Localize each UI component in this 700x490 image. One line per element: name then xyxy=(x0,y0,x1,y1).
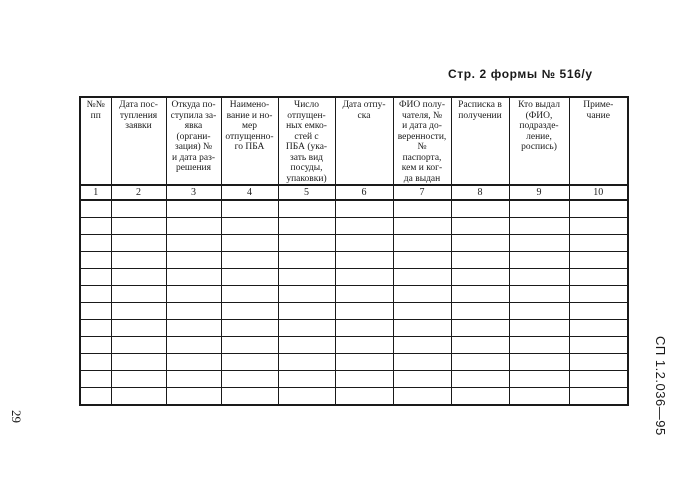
table-cell xyxy=(509,388,569,406)
column-number: 7 xyxy=(393,185,451,200)
table-cell xyxy=(111,354,166,371)
table-cell xyxy=(509,200,569,218)
table-cell xyxy=(221,303,278,320)
table-cell xyxy=(509,252,569,269)
table-cell xyxy=(509,371,569,388)
table-cell xyxy=(335,388,393,406)
table-cell xyxy=(393,286,451,303)
table-cell xyxy=(451,235,509,252)
table-cell xyxy=(569,303,628,320)
table-cell xyxy=(166,388,221,406)
table-cell xyxy=(278,320,335,337)
table-cell xyxy=(569,218,628,235)
column-number-row xyxy=(80,185,628,200)
table-cell xyxy=(278,235,335,252)
column-header: Приме- чание xyxy=(569,97,628,185)
table-row xyxy=(80,371,628,388)
table-cell xyxy=(166,337,221,354)
column-header: Кто выдал (ФИО, подразде- ление, роспись) xyxy=(509,97,569,185)
table-row xyxy=(80,286,628,303)
column-number: 9 xyxy=(509,185,569,200)
table-cell xyxy=(569,354,628,371)
table-cell xyxy=(393,218,451,235)
table-cell xyxy=(451,354,509,371)
table-cell xyxy=(111,286,166,303)
table-cell xyxy=(221,286,278,303)
table-cell xyxy=(335,371,393,388)
table-cell xyxy=(221,371,278,388)
table-cell xyxy=(111,218,166,235)
table-cell xyxy=(451,388,509,406)
header-row xyxy=(80,97,628,185)
table-cell xyxy=(451,337,509,354)
column-header: Расписка в получении xyxy=(451,97,509,185)
table-cell xyxy=(278,303,335,320)
table-cell xyxy=(393,252,451,269)
table-cell xyxy=(111,200,166,218)
column-header: Дата пос- тупления заявки xyxy=(111,97,166,185)
column-number: 5 xyxy=(278,185,335,200)
table-cell xyxy=(80,354,111,371)
table-cell xyxy=(451,269,509,286)
table-row xyxy=(80,235,628,252)
table-cell xyxy=(393,200,451,218)
table-cell xyxy=(221,269,278,286)
table-cell xyxy=(451,371,509,388)
table-cell xyxy=(278,371,335,388)
table-cell xyxy=(80,200,111,218)
column-number: 8 xyxy=(451,185,509,200)
table-cell xyxy=(451,200,509,218)
table-cell xyxy=(335,269,393,286)
page-number: 29 xyxy=(9,410,24,423)
table-cell xyxy=(166,320,221,337)
table-cell xyxy=(451,218,509,235)
table-row xyxy=(80,269,628,286)
column-header: №№ пп xyxy=(80,97,111,185)
table-cell xyxy=(111,252,166,269)
table-cell xyxy=(393,388,451,406)
table-cell xyxy=(221,218,278,235)
table-cell xyxy=(111,303,166,320)
form-page-label: Стр. 2 формы № 516/у xyxy=(448,67,593,81)
column-header: Число отпущен- ных емко- стей с ПБА (ука- зать вид посуды, упаковки) xyxy=(278,97,335,185)
table-cell xyxy=(80,235,111,252)
table-cell xyxy=(569,388,628,406)
table-cell xyxy=(335,320,393,337)
table-row xyxy=(80,388,628,406)
column-number: 4 xyxy=(221,185,278,200)
table-cell xyxy=(509,218,569,235)
table-cell xyxy=(111,269,166,286)
table-cell xyxy=(569,320,628,337)
table-cell xyxy=(80,286,111,303)
table-cell xyxy=(509,286,569,303)
table-cell xyxy=(166,200,221,218)
table-cell xyxy=(335,252,393,269)
table-cell xyxy=(569,371,628,388)
table-cell xyxy=(335,218,393,235)
table-cell xyxy=(166,235,221,252)
table-cell xyxy=(278,269,335,286)
table-cell xyxy=(509,337,569,354)
table-cell xyxy=(335,337,393,354)
column-number: 3 xyxy=(166,185,221,200)
table-cell xyxy=(80,320,111,337)
table-cell xyxy=(111,371,166,388)
table-cell xyxy=(111,337,166,354)
column-header: Наимено- вание и но- мер отпущенно- го ПБА xyxy=(221,97,278,185)
table-cell xyxy=(221,252,278,269)
table-cell xyxy=(80,337,111,354)
table-row xyxy=(80,320,628,337)
table-cell xyxy=(80,303,111,320)
table-cell xyxy=(221,388,278,406)
table-body xyxy=(80,185,628,405)
column-number: 6 xyxy=(335,185,393,200)
table-cell xyxy=(166,303,221,320)
table-cell xyxy=(111,320,166,337)
table-cell xyxy=(278,218,335,235)
table-cell xyxy=(393,371,451,388)
table-cell xyxy=(509,320,569,337)
table-cell xyxy=(509,354,569,371)
document-code: СП 1.2.036—95 xyxy=(653,336,668,436)
table-cell xyxy=(335,286,393,303)
table-cell xyxy=(166,269,221,286)
table-cell xyxy=(278,388,335,406)
table-cell xyxy=(393,269,451,286)
table-cell xyxy=(335,200,393,218)
table-cell xyxy=(569,286,628,303)
table-cell xyxy=(166,371,221,388)
register-table xyxy=(79,96,629,406)
table-cell xyxy=(569,337,628,354)
table-cell xyxy=(509,235,569,252)
table-cell xyxy=(509,269,569,286)
table-cell xyxy=(393,320,451,337)
table-cell xyxy=(80,252,111,269)
table-row xyxy=(80,252,628,269)
table-cell xyxy=(393,303,451,320)
table-cell xyxy=(569,235,628,252)
table-cell xyxy=(278,200,335,218)
table-cell xyxy=(335,354,393,371)
table-cell xyxy=(335,235,393,252)
table-cell xyxy=(278,286,335,303)
table-cell xyxy=(335,303,393,320)
table-cell xyxy=(166,218,221,235)
table-cell xyxy=(80,269,111,286)
table-row xyxy=(80,337,628,354)
table-cell xyxy=(569,200,628,218)
table-cell xyxy=(166,252,221,269)
table-row xyxy=(80,218,628,235)
table-cell xyxy=(80,388,111,406)
table-row xyxy=(80,200,628,218)
table-row xyxy=(80,354,628,371)
column-number: 1 xyxy=(80,185,111,200)
table-cell xyxy=(166,354,221,371)
table-cell xyxy=(221,337,278,354)
table-cell xyxy=(111,235,166,252)
table-cell xyxy=(569,252,628,269)
column-number: 2 xyxy=(111,185,166,200)
table-cell xyxy=(278,252,335,269)
table-cell xyxy=(221,235,278,252)
table-cell xyxy=(451,286,509,303)
table-cell xyxy=(221,320,278,337)
table-cell xyxy=(80,371,111,388)
column-header: Дата отпу- ска xyxy=(335,97,393,185)
table-cell xyxy=(509,303,569,320)
table-cell xyxy=(111,388,166,406)
table-cell xyxy=(393,337,451,354)
table-cell xyxy=(451,320,509,337)
table-cell xyxy=(569,269,628,286)
table-cell xyxy=(393,235,451,252)
table-cell xyxy=(166,286,221,303)
column-number: 10 xyxy=(569,185,628,200)
table-cell xyxy=(221,354,278,371)
table-cell xyxy=(393,354,451,371)
table-cell xyxy=(278,354,335,371)
table-cell xyxy=(451,252,509,269)
column-header: ФИО полу- чателя, № и дата до- веренности, № паспорта, кем и ког- да выдан xyxy=(393,97,451,185)
table-cell xyxy=(451,303,509,320)
table-cell xyxy=(221,200,278,218)
table-row xyxy=(80,303,628,320)
column-header: Откуда по- ступила за- явка (органи- зация) № и дата раз- решения xyxy=(166,97,221,185)
table-cell xyxy=(80,218,111,235)
table-cell xyxy=(278,337,335,354)
